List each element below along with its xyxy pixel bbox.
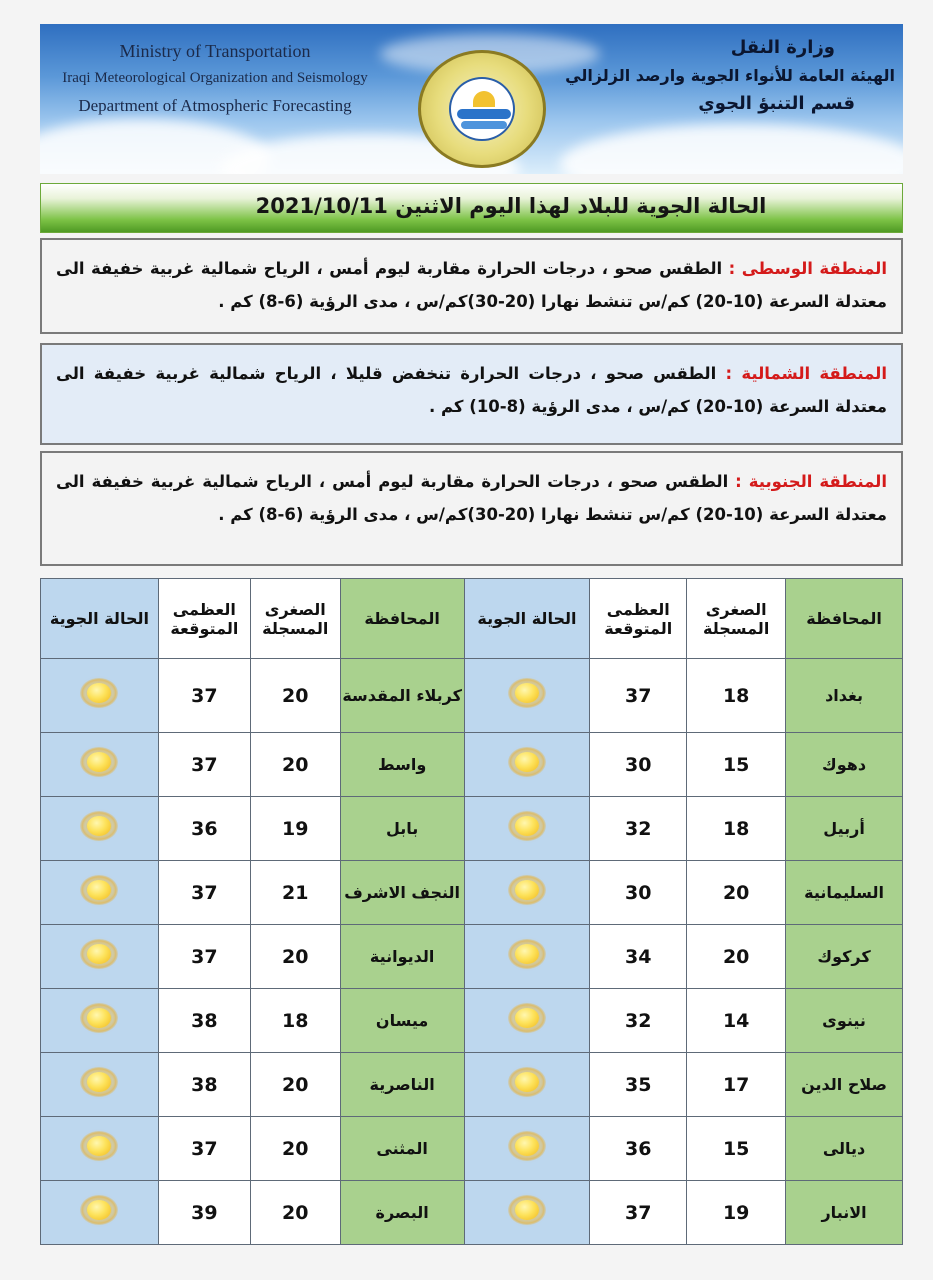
region-forecast: الطقس صحو ، درجات الحرارة مقاربة ليوم أمس ، الرياح شمالية غربية خفيفة الى معتدلة السرعة (10-20) كم/س تنشط نهارا (20-30)كم/س ، مدى الرؤية (6-8) كم . — [56, 259, 887, 311]
min-temp-cell: 17 — [687, 1053, 786, 1117]
min-temp-cell: 20 — [250, 1117, 340, 1181]
governorate-cell: السليمانية — [786, 861, 903, 925]
weather-cell — [464, 1181, 590, 1245]
weather-cell — [41, 925, 159, 989]
sunny-icon — [80, 1131, 118, 1161]
region-name: المنطقة الجنوبية : — [735, 472, 887, 491]
max-temp-cell: 36 — [590, 1117, 687, 1181]
max-temp-cell: 37 — [158, 925, 250, 989]
header-governorate: المحافظة — [340, 579, 464, 659]
header-max: العظمى المتوقعة — [590, 579, 687, 659]
max-temp-cell: 38 — [158, 1053, 250, 1117]
max-temp-cell: 30 — [590, 733, 687, 797]
min-temp-cell: 20 — [250, 659, 340, 733]
governorate-cell: صلاح الدين — [786, 1053, 903, 1117]
sunny-icon — [508, 811, 546, 841]
max-temp-cell: 37 — [158, 733, 250, 797]
sunny-icon — [80, 747, 118, 777]
table-row — [41, 925, 903, 989]
sunny-icon — [508, 939, 546, 969]
weather-cell — [464, 1053, 590, 1117]
min-temp-cell: 20 — [687, 861, 786, 925]
sunny-icon — [80, 1067, 118, 1097]
sunny-icon — [80, 875, 118, 905]
sunny-icon — [80, 1003, 118, 1033]
header-governorate: المحافظة — [786, 579, 903, 659]
max-temp-cell: 34 — [590, 925, 687, 989]
weather-cell — [464, 733, 590, 797]
weather-cell — [464, 989, 590, 1053]
max-temp-cell: 37 — [158, 861, 250, 925]
header-min: الصغرى المسجلة — [687, 579, 786, 659]
header-english — [50, 38, 380, 119]
governorate-cell: المثنى — [340, 1117, 464, 1181]
weather-cell — [41, 861, 159, 925]
governorate-cell: بابل — [340, 797, 464, 861]
max-temp-cell: 37 — [158, 659, 250, 733]
sunny-icon — [508, 747, 546, 777]
governorate-cell: نينوى — [786, 989, 903, 1053]
region-forecast: الطقس صحو ، درجات الحرارة تنخفض قليلا ، الرياح شمالية غربية خفيفة الى معتدلة السرعة (10-20) كم/س ، مدى الرؤية (8-10) كم . — [56, 364, 887, 416]
header-arabic — [565, 34, 895, 118]
min-temp-cell: 14 — [687, 989, 786, 1053]
header-weather: الحالة الجوية — [464, 579, 590, 659]
governorate-cell: الانبار — [786, 1181, 903, 1245]
weather-cell — [41, 989, 159, 1053]
max-temp-cell: 30 — [590, 861, 687, 925]
weather-cell — [41, 1181, 159, 1245]
region-forecast: الطقس صحو ، درجات الحرارة مقاربة ليوم أمس ، الرياح شمالية غربية خفيفة الى معتدلة السرعة (10-20) كم/س تنشط نهارا (20-30)كم/س ، مدى الرؤية (6-8) كم . — [56, 472, 887, 524]
sunny-icon — [508, 678, 546, 708]
organization-name-ar: الهيئة العامة للأنواء الجوية وارصد الزلزالي — [565, 66, 895, 85]
min-temp-cell: 20 — [250, 1053, 340, 1117]
sunny-icon — [508, 1195, 546, 1225]
weather-cell — [41, 1117, 159, 1181]
weather-cell — [41, 1053, 159, 1117]
region-name: المنطقة الوسطى : — [728, 259, 887, 278]
min-temp-cell: 21 — [250, 861, 340, 925]
min-temp-cell: 20 — [250, 1181, 340, 1245]
min-temp-cell: 18 — [250, 989, 340, 1053]
min-temp-cell: 19 — [687, 1181, 786, 1245]
title-bar — [40, 183, 903, 233]
governorate-cell: أربيل — [786, 797, 903, 861]
region-name: المنطقة الشمالية : — [725, 364, 887, 383]
table-row — [41, 861, 903, 925]
governorate-cell: واسط — [340, 733, 464, 797]
sunny-icon — [80, 811, 118, 841]
weather-cell — [464, 1117, 590, 1181]
governorate-cell: بغداد — [786, 659, 903, 733]
min-temp-cell: 19 — [250, 797, 340, 861]
region-north — [40, 343, 903, 445]
table-row — [41, 733, 903, 797]
organization-name-en: Iraqi Meteorological Organization and Seismology — [62, 70, 368, 86]
ministry-name-en: Ministry of Transportation — [119, 41, 311, 61]
weather-cell — [41, 797, 159, 861]
sunny-icon — [80, 678, 118, 708]
header-min: الصغرى المسجلة — [250, 579, 340, 659]
sunny-icon — [508, 1131, 546, 1161]
governorate-cell: كربلاء المقدسة — [340, 659, 464, 733]
ministry-name-ar: وزارة النقل — [730, 37, 835, 58]
governorate-cell: الديوانية — [340, 925, 464, 989]
header-weather: الحالة الجوية — [41, 579, 159, 659]
sunny-icon — [80, 939, 118, 969]
department-name-en: Department of Atmospheric Forecasting — [78, 96, 352, 115]
table-row — [41, 797, 903, 861]
page-title: الحالة الجوية للبلاد لهذا اليوم الاثنين 2021/10/11 — [255, 194, 767, 218]
max-temp-cell: 32 — [590, 797, 687, 861]
governorate-cell: البصرة — [340, 1181, 464, 1245]
min-temp-cell: 15 — [687, 1117, 786, 1181]
table-row — [41, 659, 903, 733]
min-temp-cell: 20 — [687, 925, 786, 989]
max-temp-cell: 38 — [158, 989, 250, 1053]
region-central — [40, 238, 903, 334]
organization-logo — [418, 50, 546, 168]
max-temp-cell: 39 — [158, 1181, 250, 1245]
governorate-cell: كركوك — [786, 925, 903, 989]
sunny-icon — [508, 1067, 546, 1097]
max-temp-cell: 36 — [158, 797, 250, 861]
table-row — [41, 1181, 903, 1245]
weather-cell — [464, 659, 590, 733]
max-temp-cell: 35 — [590, 1053, 687, 1117]
min-temp-cell: 20 — [250, 733, 340, 797]
weather-cell — [464, 797, 590, 861]
min-temp-cell: 20 — [250, 925, 340, 989]
min-temp-cell: 15 — [687, 733, 786, 797]
header-max: العظمى المتوقعة — [158, 579, 250, 659]
table-row — [41, 1117, 903, 1181]
min-temp-cell: 18 — [687, 797, 786, 861]
table-row — [41, 989, 903, 1053]
weather-cell — [464, 925, 590, 989]
sunny-icon — [80, 1195, 118, 1225]
weather-cell — [41, 733, 159, 797]
governorate-cell: ميسان — [340, 989, 464, 1053]
max-temp-cell: 32 — [590, 989, 687, 1053]
governorate-cell: ديالى — [786, 1117, 903, 1181]
weather-cell — [464, 861, 590, 925]
governorate-cell: النجف الاشرف — [340, 861, 464, 925]
sunny-icon — [508, 1003, 546, 1033]
region-south — [40, 451, 903, 566]
table-header-row — [41, 579, 903, 659]
sunny-icon — [508, 875, 546, 905]
table-row — [41, 1053, 903, 1117]
governorate-cell: دهوك — [786, 733, 903, 797]
governorate-cell: الناصرية — [340, 1053, 464, 1117]
max-temp-cell: 37 — [590, 659, 687, 733]
weather-cell — [41, 659, 159, 733]
min-temp-cell: 18 — [687, 659, 786, 733]
max-temp-cell: 37 — [590, 1181, 687, 1245]
table-body — [41, 659, 903, 1245]
max-temp-cell: 37 — [158, 1117, 250, 1181]
department-name-ar: قسم التنبؤ الجوي — [698, 93, 855, 114]
forecast-table — [40, 578, 903, 1245]
